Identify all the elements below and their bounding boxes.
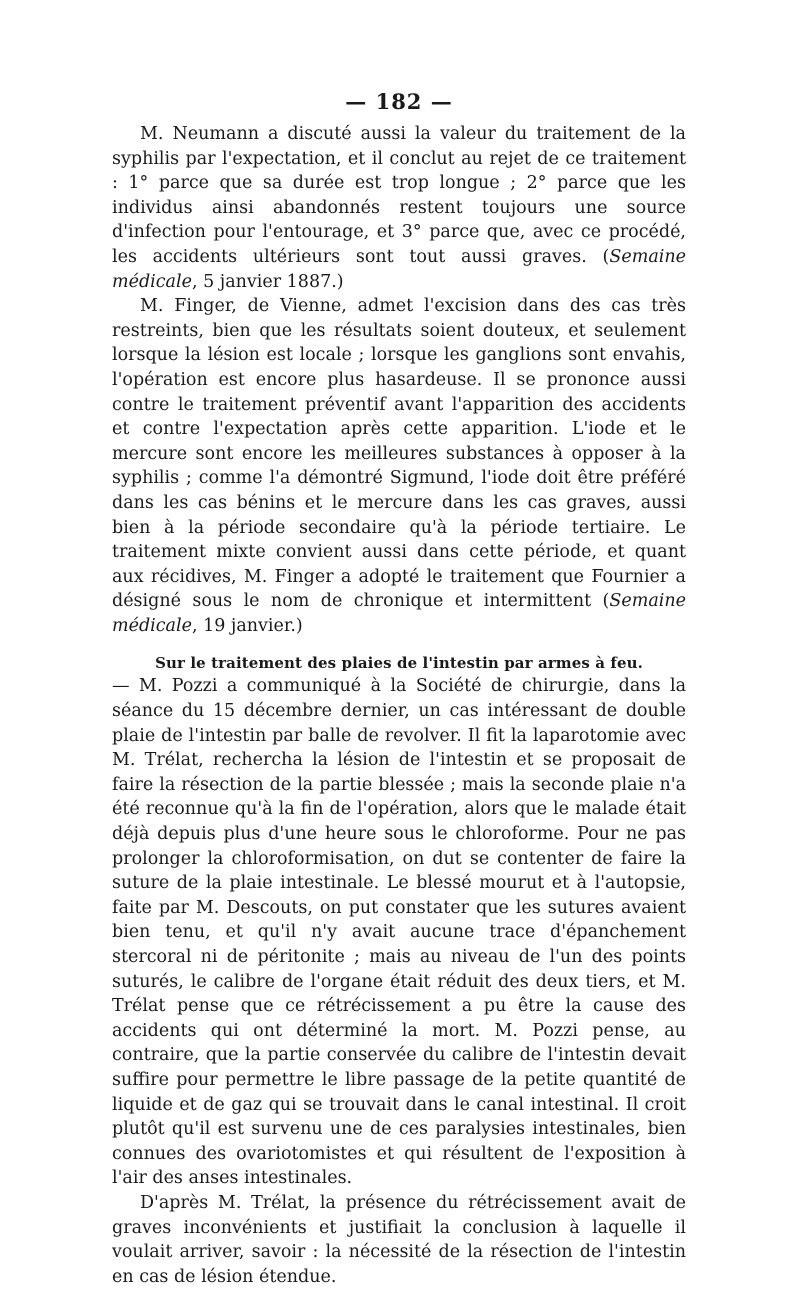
source-citation: Semaine médicale (112, 591, 686, 636)
paragraph-neumann (112, 122, 686, 294)
citation-date: , 5 janvier 1887.) (191, 271, 344, 292)
paragraph-finger (112, 294, 686, 638)
paragraph-neumann-text: M. Neumann a discuté aussi la valeur du traitement de la syphilis par l'expectation, et il conclut au rejet de ce traitement : 1° parce que sa durée est trop longue ; 2° parce que les individus ainsi abandonnés restent toujours une source d'infection pour l'entourage, et 3° parce que, avec ce procédé, les accidents ultérieurs sont tout aussi graves. ( (112, 124, 686, 267)
paragraph-trelat: D'après M. Trélat, la présence du rétrécissement avait de graves inconvénients et justifiait la conclusion à laquelle il voulait arriver, savoir : la nécessité de la résection de l'intestin en cas de lésion étendue. (112, 1192, 686, 1287)
citation-date: , 19 janvier.) (191, 615, 303, 636)
page-number: — 182 — (345, 89, 453, 114)
paragraph-pozzi: — M. Pozzi a communiqué à la Société de chirurgie, dans la séance du 15 décembre dernier, un cas intéressant de double plaie de l'intestin par balle de revolver. Il fit la laparotomie avec M. Trélat, rechercha la lésion de l'intestin et se proposait de faire la résection de la partie blessée ; mais la seconde plaie n'a été reconnue qu'à la fin de l'opération, alors que le malade était déjà depuis plus d'une heure sous le chloroforme. Pour ne pas prolonger la chloroformisation, on dut se contenter de faire la suture de la plaie intestinale. Le blessé mourut et à l'autopsie, faite par M. Descouts, on put constater que les sutures avaient bien tenu, et qu'il n'y avait aucune trace d'épanchement stercoral ni de péritonite ; mais au niveau de l'un des points suturés, le calibre de l'organe était réduit des deux tiers, et M. Trélat pense que ce rétrécissement a pu être la cause des accidents qui ont déterminé la mort. M. Pozzi pense, au contraire, que la partie conservée du calibre de l'intestin devait suffire pour permettre le libre passage de la petite quantité de liquide et de gaz qui se trouvait dans le canal intestinal. Il croit plutôt qu'il est survenu une de ces paralysies intestinales, bien connues des ovariotomistes et qui résultent de l'exposition à l'air des anses intestinales. (112, 676, 686, 1189)
paragraph-finger-text: M. Finger, de Vienne, admet l'excision dans des cas très restreints, bien que les résultats soient douteux, et seulement lorsque la lésion est locale ; lorsque les ganglions sont envahis, l'opération est encore plus hasardeuse. Il se prononce aussi contre le traitement préventif avant l'apparition des accidents et contre l'expectation après cette apparition. L'iode et le mercure sont encore les meilleures substances à opposer à la syphilis ; comme l'a démontré Sigmund, l'iode doit être préféré dans les cas bénins et le mercure dans les cas graves, aussi bien à la période secondaire qu'à la période tertiaire. Le traitement mixte convient aussi dans cette période, et quant aux récidives, M. Finger a adopté le traitement que Fournier a désigné sous le nom de chronique et intermittent ( (112, 296, 686, 612)
source-citation: Semaine médicale (112, 246, 686, 292)
book-page (112, 90, 686, 1289)
section-heading: Sur le traitement des plaies de l'intestin par armes à feu. (155, 654, 643, 673)
